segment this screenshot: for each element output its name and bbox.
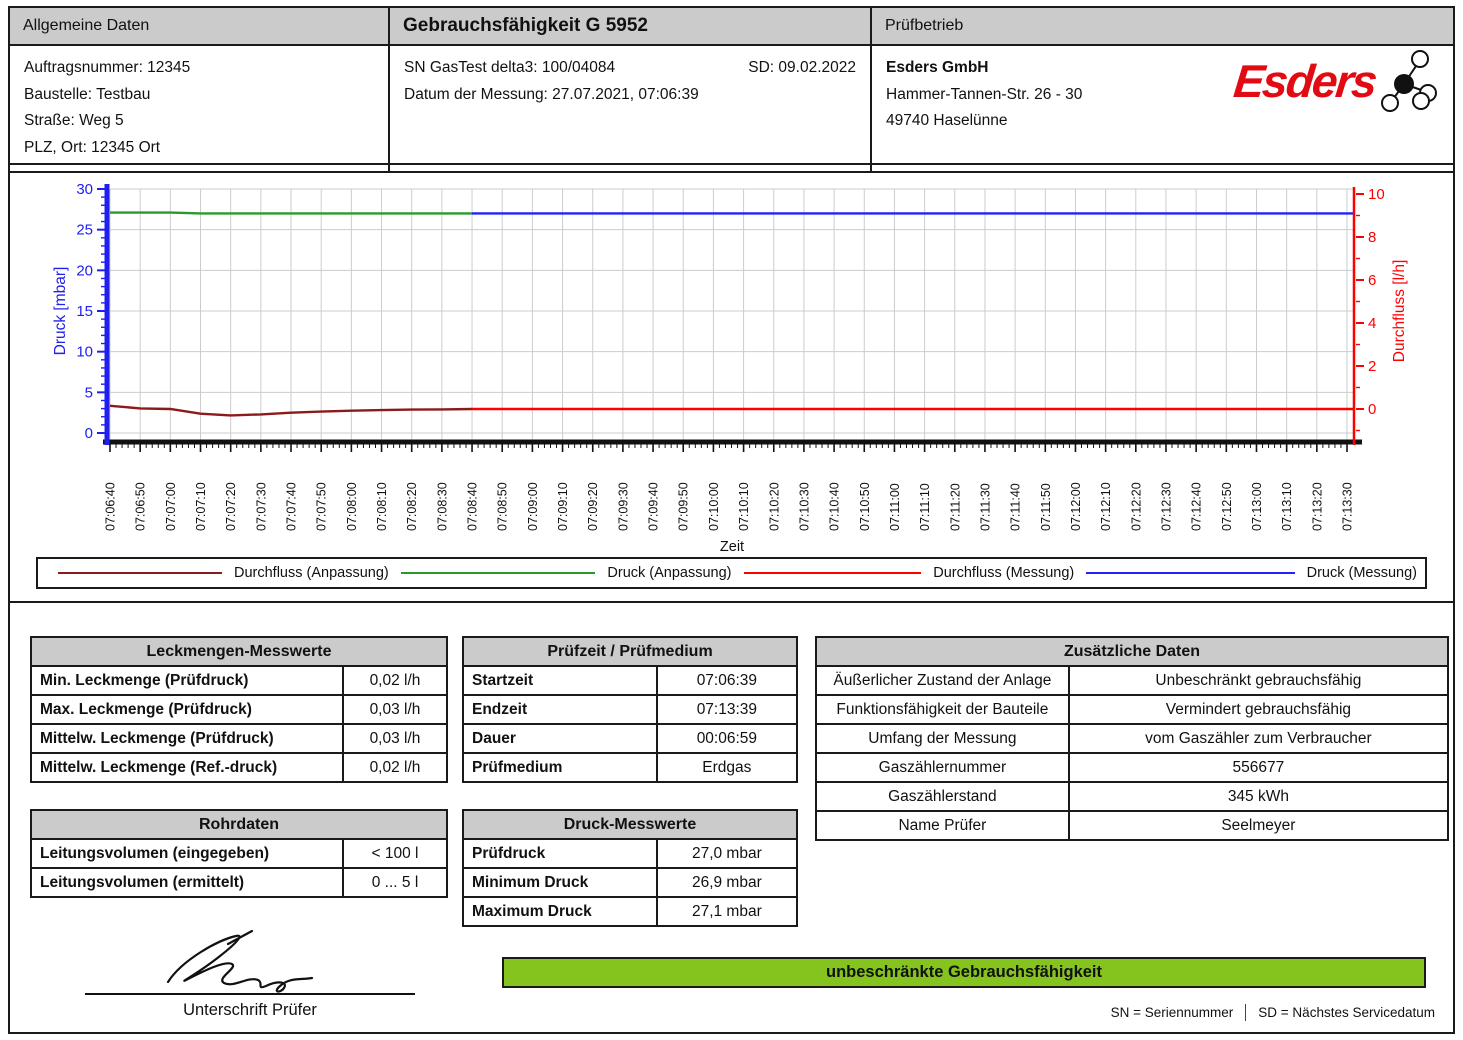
x-tick-label: 07:13:00 <box>1250 482 1264 531</box>
footnote <box>1111 1004 1435 1021</box>
row-value: 27,1 mbar <box>657 897 797 926</box>
x-tick-label: 07:12:20 <box>1129 482 1144 531</box>
right-tick-label: 6 <box>1368 272 1377 289</box>
table-title: Druck-Messwerte <box>463 810 797 839</box>
x-tick-label: 07:08:50 <box>495 482 510 531</box>
left-axis-title: Druck [mbar] <box>52 266 69 356</box>
row-label: Name Prüfer <box>816 811 1069 840</box>
esders-logo-text: Esders <box>1230 55 1378 107</box>
legend-line-swatch <box>744 572 922 574</box>
row-label: Min. Leckmenge (Prüfdruck) <box>31 666 343 695</box>
x-tick-label: 07:07:40 <box>284 482 299 531</box>
x-tick-label: 07:08:30 <box>435 482 450 531</box>
report-title: Gebrauchsfähigkeit G 5952 <box>390 8 870 46</box>
legend-line-swatch <box>401 572 596 574</box>
x-tick-label: 07:09:50 <box>676 482 691 531</box>
x-tick-label: 07:11:30 <box>978 483 993 531</box>
row-value: 345 kWh <box>1069 782 1448 811</box>
table-row <box>463 897 797 926</box>
report-page <box>8 6 1455 1034</box>
left-tick-label: 5 <box>84 384 93 402</box>
x-tick-label: 07:09:30 <box>616 482 631 531</box>
row-label: Gaszählerstand <box>816 782 1069 811</box>
table-row <box>31 724 447 753</box>
row-value: vom Gaszähler zum Verbraucher <box>1069 724 1448 753</box>
x-tick-label: 07:08:10 <box>375 482 389 531</box>
result-banner: unbeschränkte Gebrauchsfähigkeit <box>502 957 1426 988</box>
device-serial: SN GasTest delta3: 100/04084 <box>404 59 616 76</box>
leak-values-table <box>30 636 448 783</box>
right-tick-label: 2 <box>1368 358 1377 375</box>
table-row <box>463 868 797 897</box>
legend-line-swatch <box>58 572 222 574</box>
general-data-title: Allgemeine Daten <box>10 8 388 46</box>
legend-item <box>732 565 1075 581</box>
table-title: Zusätzliche Daten <box>816 637 1448 666</box>
pressure-values-table <box>462 809 798 927</box>
x-tick-label: 07:10:20 <box>767 482 782 531</box>
table-row <box>816 724 1448 753</box>
street: Straße: Weg 5 <box>24 112 124 130</box>
left-tick-label: 30 <box>76 181 93 198</box>
row-label: Funktionsfähigkeit der Bauteile <box>816 695 1069 724</box>
table-row <box>463 724 797 753</box>
left-tick-label: 0 <box>84 425 93 442</box>
legend-item <box>46 565 389 581</box>
test-time-table <box>462 636 798 783</box>
table-row <box>816 811 1448 840</box>
x-tick-label: 07:09:20 <box>586 482 601 531</box>
footnote-sd: SD = Nächstes Servicedatum <box>1258 1005 1435 1020</box>
row-label: Leitungsvolumen (eingegeben) <box>31 839 343 868</box>
table-row <box>31 868 447 897</box>
x-tick-label: 07:07:10 <box>194 482 208 531</box>
row-label: Minimum Druck <box>463 868 657 897</box>
table-row <box>31 753 447 782</box>
pressure-flow-chart <box>10 173 1449 557</box>
x-tick-label: 07:10:10 <box>737 482 752 531</box>
table-row <box>463 753 797 782</box>
legend-label: Durchfluss (Messung) <box>933 565 1075 581</box>
x-tick-label: 07:09:40 <box>646 482 661 531</box>
x-tick-label: 07:12:10 <box>1099 482 1114 531</box>
x-tick-label: 07:06:50 <box>133 482 148 531</box>
right-tick-label: 4 <box>1368 315 1377 332</box>
x-tick-label: 07:11:10 <box>918 483 933 531</box>
header-general <box>10 8 390 171</box>
row-label: Gaszählernummer <box>816 753 1069 782</box>
x-tick-label: 07:11:20 <box>948 483 963 531</box>
table-title: Rohrdaten <box>31 810 447 839</box>
x-tick-label: 07:10:30 <box>797 482 812 531</box>
legend-label: Druck (Anpassung) <box>607 565 732 581</box>
header-report <box>390 8 872 171</box>
x-tick-label: 07:08:40 <box>465 482 480 531</box>
row-value: Unbeschränkt gebrauchsfähig <box>1069 666 1448 695</box>
x-axis-title: Zeit <box>719 539 745 555</box>
chart-legend <box>36 557 1427 589</box>
legend-label: Durchfluss (Anpassung) <box>234 565 389 581</box>
x-tick-label: 07:11:40 <box>1008 483 1023 531</box>
legend-item <box>389 565 732 581</box>
footnote-divider <box>1245 1004 1246 1021</box>
row-value: 0,03 l/h <box>343 724 447 753</box>
x-tick-label: 07:06:40 <box>103 482 118 531</box>
row-label: Leitungsvolumen (ermittelt) <box>31 868 343 897</box>
table-title: Leckmengen-Messwerte <box>31 637 447 666</box>
row-label: Prüfdruck <box>463 839 657 868</box>
row-label: Maximum Druck <box>463 897 657 926</box>
x-tick-label: 07:10:50 <box>857 482 872 531</box>
city: PLZ, Ort: 12345 Ort <box>24 138 161 156</box>
row-value: 0,02 l/h <box>343 753 447 782</box>
row-value: Seelmeyer <box>1069 811 1448 840</box>
signature-label: Unterschrift Prüfer <box>183 1001 317 1019</box>
left-tick-label: 20 <box>76 262 93 280</box>
company-city: 49740 Haselünne <box>886 112 1008 130</box>
row-value: 27,0 mbar <box>657 839 797 868</box>
report-header <box>10 8 1453 165</box>
table-row <box>816 666 1448 695</box>
row-label: Umfang der Messung <box>816 724 1069 753</box>
row-value: 07:13:39 <box>657 695 797 724</box>
row-label: Max. Leckmenge (Prüfdruck) <box>31 695 343 724</box>
x-tick-label: 07:07:30 <box>254 482 269 531</box>
molecule-icon <box>1379 50 1437 112</box>
company-name: Esders GmbH <box>886 59 989 76</box>
measurement-date: Datum der Messung: 27.07.2021, 07:06:39 <box>404 85 699 103</box>
row-value: 0 ... 5 l <box>343 868 447 897</box>
table-row <box>816 753 1448 782</box>
legend-label: Druck (Messung) <box>1306 565 1417 581</box>
row-value: 00:06:59 <box>657 724 797 753</box>
table-title: Prüfzeit / Prüfmedium <box>463 637 797 666</box>
x-tick-label: 07:10:00 <box>706 482 721 531</box>
table-row <box>31 839 447 868</box>
row-label: Äußerlicher Zustand der Anlage <box>816 666 1069 695</box>
table-row <box>31 666 447 695</box>
row-value: 26,9 mbar <box>657 868 797 897</box>
x-tick-label: 07:07:00 <box>163 482 178 531</box>
chart-section <box>10 171 1453 603</box>
row-label: Mittelw. Leckmenge (Ref.-druck) <box>31 753 343 782</box>
left-tick-label: 25 <box>76 221 93 239</box>
service-date: SD: 09.02.2022 <box>748 59 856 76</box>
signature-block <box>85 930 415 1020</box>
x-tick-label: 07:12:00 <box>1069 482 1083 531</box>
row-value: 0,02 l/h <box>343 666 447 695</box>
legend-item <box>1074 565 1417 581</box>
right-tick-label: 8 <box>1368 229 1377 246</box>
series-line <box>110 213 472 214</box>
x-tick-label: 07:07:50 <box>314 482 329 531</box>
row-value: 556677 <box>1069 753 1448 782</box>
right-axis-title: Durchfluss [l/h] <box>1391 259 1408 363</box>
test-company-title: Prüfbetrieb <box>872 8 1453 46</box>
row-label: Startzeit <box>463 666 657 695</box>
signature-scribble <box>130 930 370 994</box>
x-tick-label: 07:13:20 <box>1310 482 1325 531</box>
esders-logo <box>1230 50 1437 112</box>
left-tick-label: 10 <box>76 343 93 361</box>
table-row <box>463 695 797 724</box>
row-value: Vermindert gebrauchsfähig <box>1069 695 1448 724</box>
x-tick-label: 07:13:10 <box>1280 482 1295 531</box>
row-label: Endzeit <box>463 695 657 724</box>
right-tick-label: 10 <box>1368 186 1385 203</box>
x-tick-label: 07:12:40 <box>1189 482 1204 531</box>
left-tick-label: 15 <box>76 303 93 320</box>
footnote-sn: SN = Seriennummer <box>1110 1005 1234 1020</box>
additional-data-table <box>815 636 1449 841</box>
x-tick-label: 07:09:00 <box>525 482 540 531</box>
row-value: Erdgas <box>657 753 797 782</box>
x-tick-label: 07:12:50 <box>1219 482 1234 531</box>
header-company <box>872 8 1453 171</box>
x-tick-label: 07:08:00 <box>344 482 359 531</box>
row-value: < 100 l <box>343 839 447 868</box>
x-tick-label: 07:13:30 <box>1340 482 1355 531</box>
order-number: Auftragsnummer: 12345 <box>24 59 191 76</box>
table-row <box>463 666 797 695</box>
x-tick-label: 07:08:20 <box>405 482 420 531</box>
x-tick-label: 07:09:10 <box>556 482 571 531</box>
table-row <box>31 695 447 724</box>
table-row <box>463 839 797 868</box>
x-tick-label: 07:11:00 <box>887 483 902 531</box>
site: Baustelle: Testbau <box>24 85 151 103</box>
row-value: 0,03 l/h <box>343 695 447 724</box>
x-tick-label: 07:11:50 <box>1038 483 1053 531</box>
x-tick-label: 07:12:30 <box>1159 482 1174 531</box>
table-row <box>816 782 1448 811</box>
table-row <box>816 695 1448 724</box>
x-tick-label: 07:10:40 <box>827 482 842 531</box>
right-tick-label: 0 <box>1368 401 1377 418</box>
x-tick-label: 07:07:20 <box>224 482 239 531</box>
legend-line-swatch <box>1086 572 1294 574</box>
pipe-data-table <box>30 809 448 898</box>
company-street: Hammer-Tannen-Str. 26 - 30 <box>886 85 1083 103</box>
row-value: 07:06:39 <box>657 666 797 695</box>
row-label: Mittelw. Leckmenge (Prüfdruck) <box>31 724 343 753</box>
row-label: Dauer <box>463 724 657 753</box>
row-label: Prüfmedium <box>463 753 657 782</box>
